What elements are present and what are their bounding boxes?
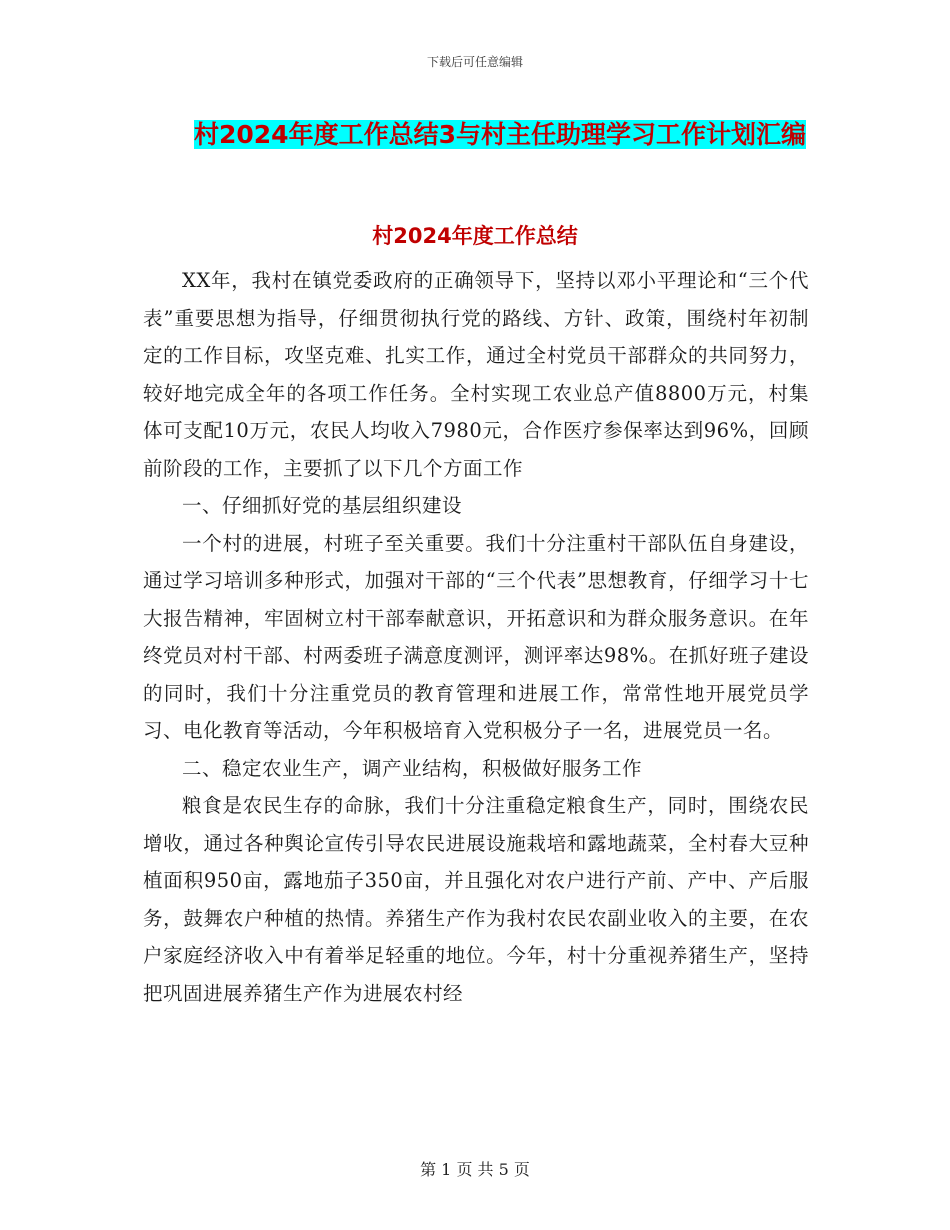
paragraph: 一个村的进展，村班子至关重要。我们十分注重村干部队伍自身建设，通过学习培训多种形式，加强对干部的“三个代表”思想教育，仔细学习十七大报告精神，牢固树立村干部奉献意识，开拓意识和为群众服务意识。在年终党员对村干部、村两委班子满意度测评，测评率达98%。在抓好班子建设的同时，我们十分注重党员的教育管理和进展工作，常常性地开展党员学习、电化教育等活动，今年积极培育入党积极分子一名，进展党员一名。 (143, 531, 809, 742)
paragraph: XX年，我村在镇党委政府的正确领导下，坚持以邓小平理论和“三个代表”重要思想为指导，仔细贯彻执行党的路线、方针、政策，围绕村年初制定的工作目标，攻坚克难、扎实工作，通过全村党员干部群众的共同努力，较好地完成全年的各项工作任务。全村实现工农业总产值8800万元，村集体可支配10万元，农民人均收入7980元，合作医疗参保率达到96%，回顾前阶段的工作，主要抓了以下几个方面工作 (143, 269, 809, 480)
section-title: 村2024年度工作总结 (372, 224, 578, 248)
page-footer: 第 1 页 共 5 页 (420, 1160, 530, 1179)
document-title-text: 村2024年度工作总结3与村主任助理学习工作计划汇编 (194, 120, 806, 149)
subheading: 一、仔细抓好党的基层组织建设 (182, 494, 463, 517)
page-header-note: 下载后可任意编辑 (426, 55, 523, 69)
document-body (143, 262, 809, 1012)
subheading: 二、稳定农业生产，调产业结构，积极做好服务工作 (182, 756, 643, 780)
paragraph: 粮食是农民生存的命脉，我们十分注重稳定粮食生产，同时，围绕农民增收，通过各种舆论宣传引导农民进展设施栽培和露地蔬菜，全村春大豆种植面积950亩，露地茄子350亩，并且强化对农户进行产前、产中、产后服务，鼓舞农户种植的热情。养猪生产作为我村农民农副业收入的主要，在农户家庭经济收入中有着举足轻重的地位。今年，村十分重视养猪生产，坚持把巩固进展养猪生产作为进展农村经 (143, 794, 809, 1005)
document-title (185, 110, 815, 160)
